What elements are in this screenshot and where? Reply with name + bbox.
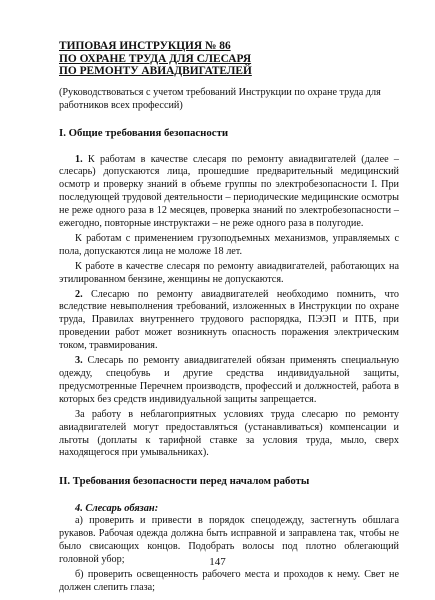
- paragraph-1-text: К работам в качестве слесаря по ремонту авиадвигателей (далее – слесарь) допускаются лица, прошедшие предварительный медицинский осмотр и проверку знаний в объеме группы по электробезопасности I. При последующей трудовой деятельности – периодические медицинские осмотры не реже одного раза в 12 месяцев, проверка знаний по электробезопасности – ежегодно, повторные инструктажи – не реже одного раза в полугодие.: [59, 153, 399, 230]
- paragraph-1b: К работам с применением грузоподъемных механизмов, управляемых с пола, допускаются лица не моложе 18 лет.: [59, 232, 399, 257]
- paragraph-4a: а) проверить и привести в порядок спецодежду, застегнуть обшлага рукавов. Рабочая одежда должна быть исправной и заправлена так, чтобы не было свисающих концов. Подобрать волосы под плотно облегающий головной убор;: [59, 515, 399, 566]
- paragraph-3: [59, 355, 399, 407]
- title-line-2: ПО ОХРАНЕ ТРУДА ДЛЯ СЛЕСАРЯ: [59, 52, 252, 65]
- paragraph-2-number: 2.: [75, 288, 83, 300]
- intro-note: (Руководствоваться с учетом требований Инструкции по охране труда для работников всех профессий): [59, 86, 381, 111]
- paragraph-2-text: Слесарю по ремонту авиадвигателей необходимо помнить, что вследствие невыполнения требований, изложенных в Инструкции по охране труда, Правилах внутреннего трудового распорядка, ПЭЭП и ПТБ, при проведении работ может возникнуть опасность поражения электрическим током, травмирования.: [59, 288, 399, 352]
- page-number: 147: [209, 556, 226, 568]
- paragraph-3-number: 3.: [75, 355, 83, 367]
- page-content: [59, 40, 399, 597]
- paragraph-3b: За работу в неблагоприятных условиях труда слесарю по ремонту авиадвигателей могут предоставляться (устанавливаться) компенсации и льготы (доплаты к тарифной ставке за условия труда, мыло, сверх находящегося при умывальниках).: [59, 408, 399, 459]
- paragraph-4-heading: 4. Слесарь обязан:: [75, 503, 159, 515]
- paragraph-1-number: 1.: [75, 153, 83, 165]
- paragraph-2: [59, 289, 399, 354]
- document-title: [59, 40, 399, 78]
- paragraph-1: [59, 154, 399, 231]
- title-line-1: ТИПОВАЯ ИНСТРУКЦИЯ № 86: [59, 40, 231, 52]
- paragraph-3-text: Слесарь по ремонту авиадвигателей обязан применять специальную одежду, спецобувь и другие средства индивидуальной защиты, предусмотренные Перечнем производств, профессий и должностей, работа в которых без средств индивидуальной защиты запрещается.: [59, 355, 399, 405]
- section-2-heading: II. Требования безопасности перед началом работы: [59, 475, 310, 488]
- paragraph-4b: б) проверить освещенность рабочего места и проходов к нему. Свет не должен слепить глаза;: [59, 568, 399, 593]
- section-1-heading: I. Общие требования безопасности: [59, 126, 229, 139]
- paragraph-1c: К работе в качестве слесаря по ремонту авиадвигателей, работающих на этилированном бензине, женщины не допускаются.: [59, 260, 399, 285]
- title-line-3: ПО РЕМОНТУ АВИАДВИГАТЕЛЕЙ: [59, 65, 252, 77]
